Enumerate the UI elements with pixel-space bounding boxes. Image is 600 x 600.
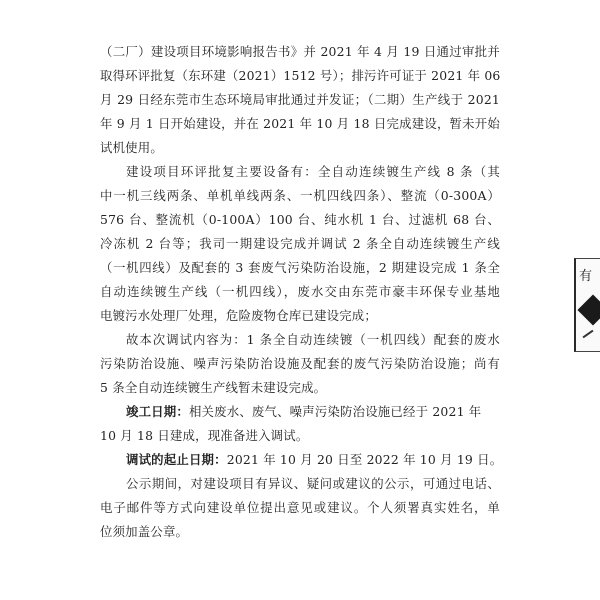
paragraph-line: 污染防治设施、噪声污染防治设施及配套的废气污染防治设施；尚有 xyxy=(100,356,500,371)
paragraph-line: （一机四线）及配套的 3 套废气污染防治设施，2 期建设完成 1 条全 xyxy=(100,260,500,275)
company-seal-stamp xyxy=(574,258,600,352)
completion-date-line xyxy=(126,402,500,422)
paragraph-line: 中一机三线两条、单机单线两条、一机四线四条）、整流（0-300A） xyxy=(100,188,500,203)
paragraph-line: 576 台、整流机（0-100A）100 台、纯水机 1 台、过滤机 68 台、 xyxy=(100,212,500,227)
paragraph-line: 10 月 18 日建成，现准备进入调试。 xyxy=(100,428,309,443)
paragraph-line: 年 9 月 1 日开始建设，并在 2021 年 10 月 18 日完成建设，暂未开始 xyxy=(100,116,500,131)
paragraph-line: 公示期间，对建设项目有异议、疑问或建议的公示，可通过电话、 xyxy=(126,476,500,491)
paragraph-line: 位须加盖公章。 xyxy=(100,524,189,539)
paragraph-line: 自动连续镀生产线（一机四线），废水交由东莞市豪丰环保专业基地 xyxy=(100,284,500,299)
paragraph-line: 电镀污水处理厂处理，危险废物仓库已建设完成； xyxy=(100,308,377,323)
paragraph-line: 试机使用。 xyxy=(100,140,163,155)
debug-period-text: 2021 年 10 月 20 日至 2022 年 10 月 19 日。 xyxy=(226,452,503,467)
paragraph-line: 取得环评批复（东环建（2021）1512 号）；排污许可证于 2021 年 06 xyxy=(100,68,501,83)
seal-mark-icon xyxy=(583,330,594,339)
paragraph-line: 建设项目环评批复主要设备有：全自动连续镀生产线 8 条（其 xyxy=(126,164,500,179)
completion-date-text: 相关废水、废气、噪声污染防治设施已经于 2021 年 xyxy=(188,404,482,419)
paragraph-line: 电子邮件等方式向建设单位提出意见或建议。个人须署真实姓名，单 xyxy=(100,500,500,515)
seal-star-icon xyxy=(577,294,600,325)
completion-date-label: 竣工日期： xyxy=(126,404,189,419)
paragraph-line: （二厂）建设项目环境影响报告书》并 2021 年 4 月 19 日通过审批并 xyxy=(100,44,500,59)
paragraph-line: 冷冻机 2 台等；我司一期建设完成并调试 2 条全自动连续镀生产线 xyxy=(100,236,500,251)
paragraph-line: 故本次调试内容为：1 条全自动连续镀（一机四线）配套的废水 xyxy=(126,332,500,347)
paragraph-line: 5 条全自动连续镀生产线暂未建设完成。 xyxy=(100,380,327,395)
debug-period-label: 调试的起止日期： xyxy=(126,452,227,467)
debug-period-line xyxy=(126,450,503,470)
paragraph-line: 月 29 日经东莞市生态环境局审批通过并发证；（二期）生产线于 2021 xyxy=(100,92,500,107)
seal-text: 有 xyxy=(579,269,593,284)
